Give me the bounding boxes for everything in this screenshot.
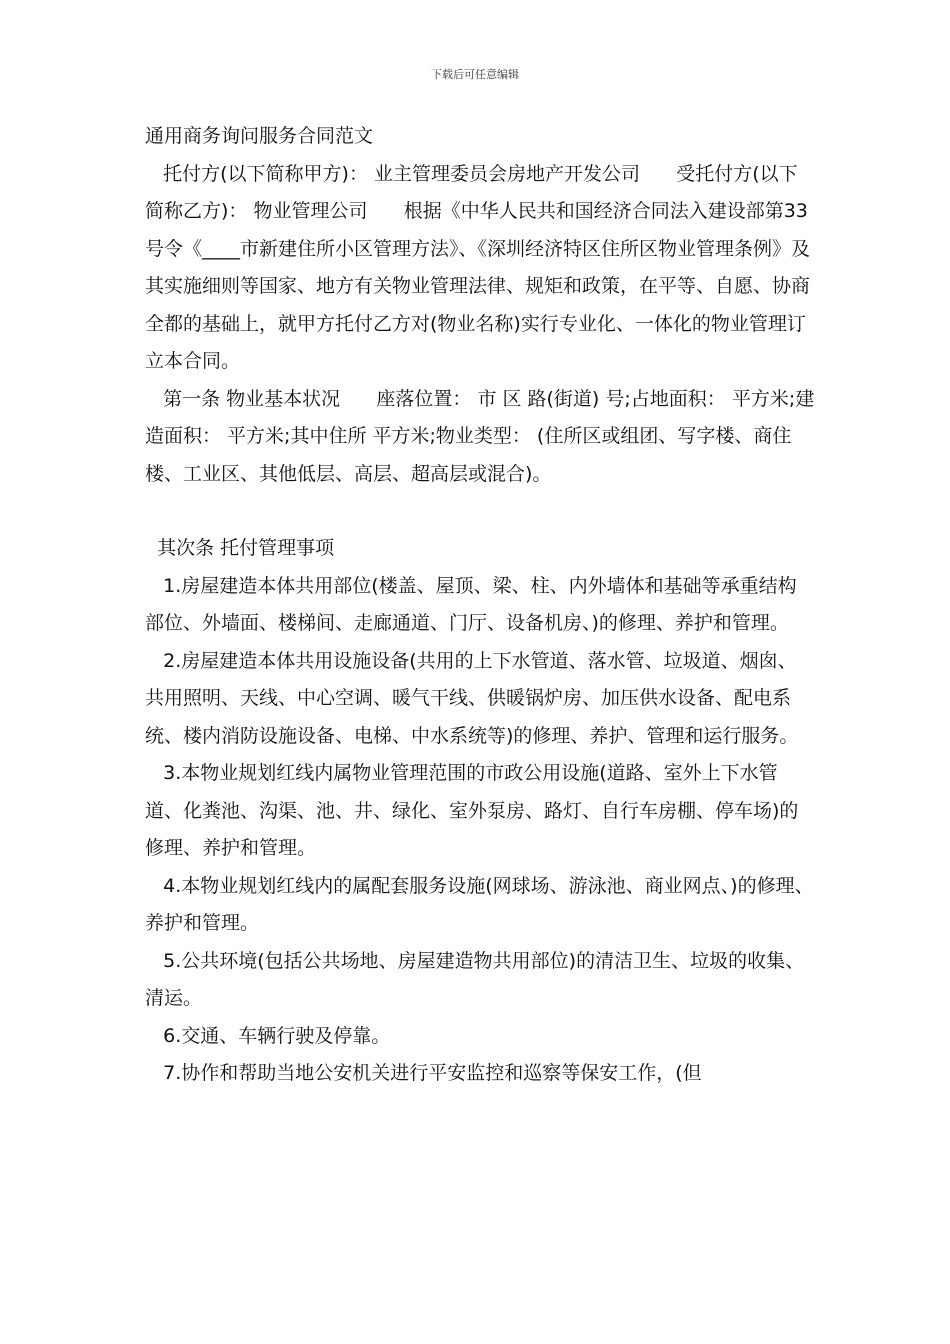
blank-line xyxy=(145,493,815,530)
paragraph-article-1: 第一条 物业基本状况 座落位置： 市 区 路(街道) 号;占地面积： 平方米;建造面积： 平方米;其中住所 平方米;物业类型： (住所区或组团、写字楼、商住楼、工业区、其他低层、高层、超高层或混合)。 xyxy=(145,387,815,485)
document-body xyxy=(145,118,815,1093)
list-item-6: 6.交通、车辆行驶及停靠。 xyxy=(145,1024,391,1047)
list-item-1: 1.房屋建造本体共用部位(楼盖、屋顶、梁、柱、内外墙体和基础等承重结构部位、外墙面、楼梯间、走廊通道、门厅、设备机房、)的修理、养护和管理。 xyxy=(145,574,797,634)
document-title: 通用商务询问服务合同范文 xyxy=(145,125,374,147)
list-item-3: 3.本物业规划红线内属物业管理范围的市政公用设施(道路、室外上下水管道、化粪池、沟渠、池、井、绿化、室外泵房、路灯、自行车房棚、停车场)的修理、养护和管理。 xyxy=(145,762,799,859)
page-header: 下载后可任意编辑 xyxy=(431,68,519,81)
paragraph-parties: 托付方(以下简称甲方)： 业主管理委员会房地产开发公司 受托付方(以下简称乙方)： 物业管理公司 根据《中华人民共和国经济合同法入建设部第33号令《____市新建住所小区管理方法》、《深圳经济特区住所区物业管理条例》及其实施细则等国家、地方有关物业管理法律、规矩和政策，在平等、自愿、协商全都的基础上，就甲方托付乙方对(物业名称)实行专业化、一体化的物业管理订立本合同。 xyxy=(145,162,811,372)
list-item-2: 2.房屋建造本体共用设施设备(共用的上下水管道、落水管、垃圾道、烟囱、共用照明、天线、中心空调、暖气干线、供暖锅炉房、加压供水设备、配电系统、楼内消防设施设备、电梯、中水系统等)的修理、养护、管理和运行服务。 xyxy=(145,649,799,747)
list-item-4: 4.本物业规划红线内的属配套服务设施(网球场、游泳池、商业网点、)的修理、养护和管理。 xyxy=(145,874,814,934)
list-item-7: 7.协作和帮助当地公安机关进行平安监控和巡察等保安工作，(但 xyxy=(145,1062,702,1084)
list-item-5: 5.公共环境(包括公共场地、房屋建造物共用部位)的清洁卫生、垃圾的收集、清运。 xyxy=(145,949,805,1009)
paragraph-article-2-heading: 其次条 托付管理事项 xyxy=(145,537,335,559)
